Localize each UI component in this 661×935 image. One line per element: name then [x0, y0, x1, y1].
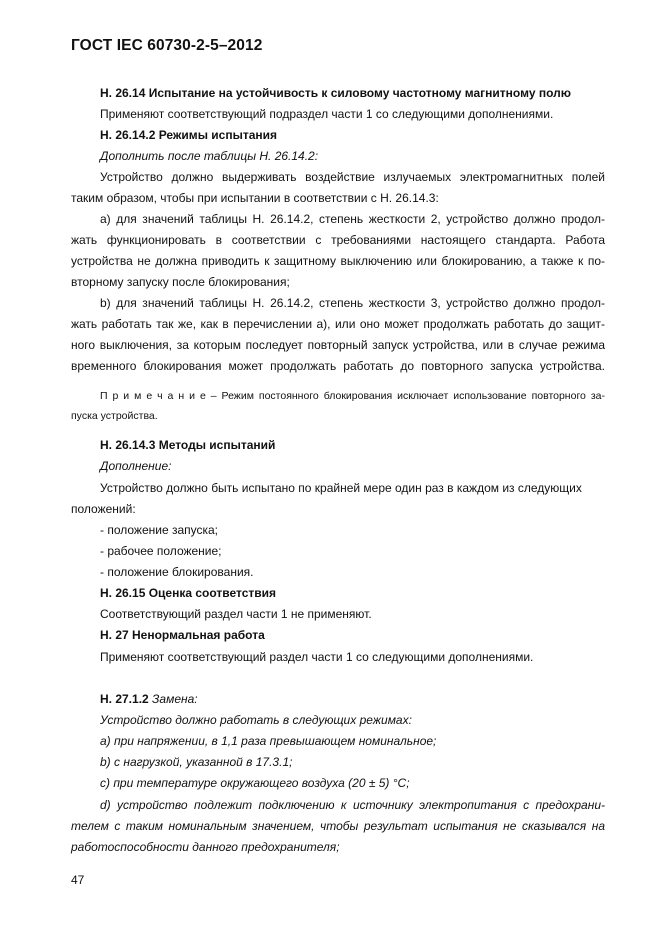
paragraph-line: временного блокирования может продолжать работать до повторного запуска устройства. [71, 359, 605, 373]
paragraph-line: положений: [71, 502, 136, 516]
paragraph-line: жать функционировать в соответствии с требованиями настоящего стандарта. Работа [71, 233, 605, 247]
list-item: - положение запуска; [100, 523, 219, 537]
note-line: П р и м е ч а н и е – Режим постоянного блокирования исключает использование повторного за- [100, 390, 605, 402]
paragraph-line: таким образом, чтобы при испытании в соответствии с Н. 26.14.3: [71, 191, 439, 205]
paragraph-line: Применяют соответствующий подраздел части 1 со следующими дополнениями. [100, 107, 554, 121]
list-item: - положение блокирования. [100, 565, 254, 579]
document-header: ГОСТ IEC 60730-2-5–2012 [71, 37, 263, 54]
instruction-line: Дополнить после таблицы Н. 26.14.2: [100, 149, 319, 163]
italic-list-item: с) при температуре окружающего воздуха (20 ± 5) °С; [100, 776, 410, 790]
paragraph-line: Применяют соответствующий раздел части 1 со следующими дополнениями. [100, 650, 534, 664]
subsection-heading: Н. 26.14.3 Методы испытаний [100, 438, 276, 452]
subsection-heading: Н. 26.14.2 Режимы испытания [100, 128, 277, 142]
italic-list-item: а) при напряжении, в 1,1 раза превышающем номинальное; [100, 734, 437, 748]
paragraph-line: ного выключения, за которым последует повторный запуск устройства, или в случае режима [71, 338, 605, 352]
instruction-line: Дополнение: [100, 459, 172, 473]
italic-list-item: d) устройство подлежит подключению к источнику электропитания с предохрани- [100, 798, 605, 812]
section-heading: Н. 27 Ненормальная работа [100, 628, 265, 642]
paragraph-line: жать работать так же, как в перечислении а), или оно может продолжать работать до защит- [71, 317, 605, 331]
italic-paragraph-line: телем с таким номинальным значением, чтобы результат испытания не сказывался на [71, 819, 605, 833]
italic-paragraph-line: работоспособности данного предохранителя; [71, 840, 340, 854]
subsection-heading-line [100, 692, 198, 707]
section-heading: Н. 26.14 Испытание на устойчивость к силовому частотному магнитному полю [100, 86, 571, 100]
clause-action: Замена: [152, 692, 198, 706]
paragraph-line: а) для значений таблицы Н. 26.14.2, степень жесткости 2, устройство должно продол- [100, 212, 605, 226]
italic-list-item: b) с нагрузкой, указанной в 17.3.1; [100, 755, 293, 769]
paragraph-line: вторному запуску после блокирования; [71, 275, 290, 289]
paragraph-line: Устройство должно быть испытано по крайней мере один раз в каждом из следующих [100, 481, 582, 495]
clause-number: Н. 27.1.2 [100, 692, 149, 706]
paragraph-line: b) для значений таблицы Н. 26.14.2, степень жесткости 3, устройство должно продол- [100, 296, 605, 310]
subsection-heading: Н. 26.15 Оценка соответствия [100, 586, 277, 600]
italic-paragraph-line: Устройство должно работать в следующих режимах: [100, 713, 412, 727]
paragraph-line: Соответствующий раздел части 1 не применяют. [100, 607, 372, 621]
paragraph-line: Устройство должно выдерживать воздействие излучаемых электромагнитных полей [100, 170, 605, 184]
paragraph-line: устройства не должна приводить к защитному выключению или блокированию, а также к по- [71, 254, 605, 268]
list-item: - рабочее положение; [100, 544, 222, 558]
page-number: 47 [71, 873, 85, 887]
note-line: пуска устройства. [71, 410, 158, 422]
